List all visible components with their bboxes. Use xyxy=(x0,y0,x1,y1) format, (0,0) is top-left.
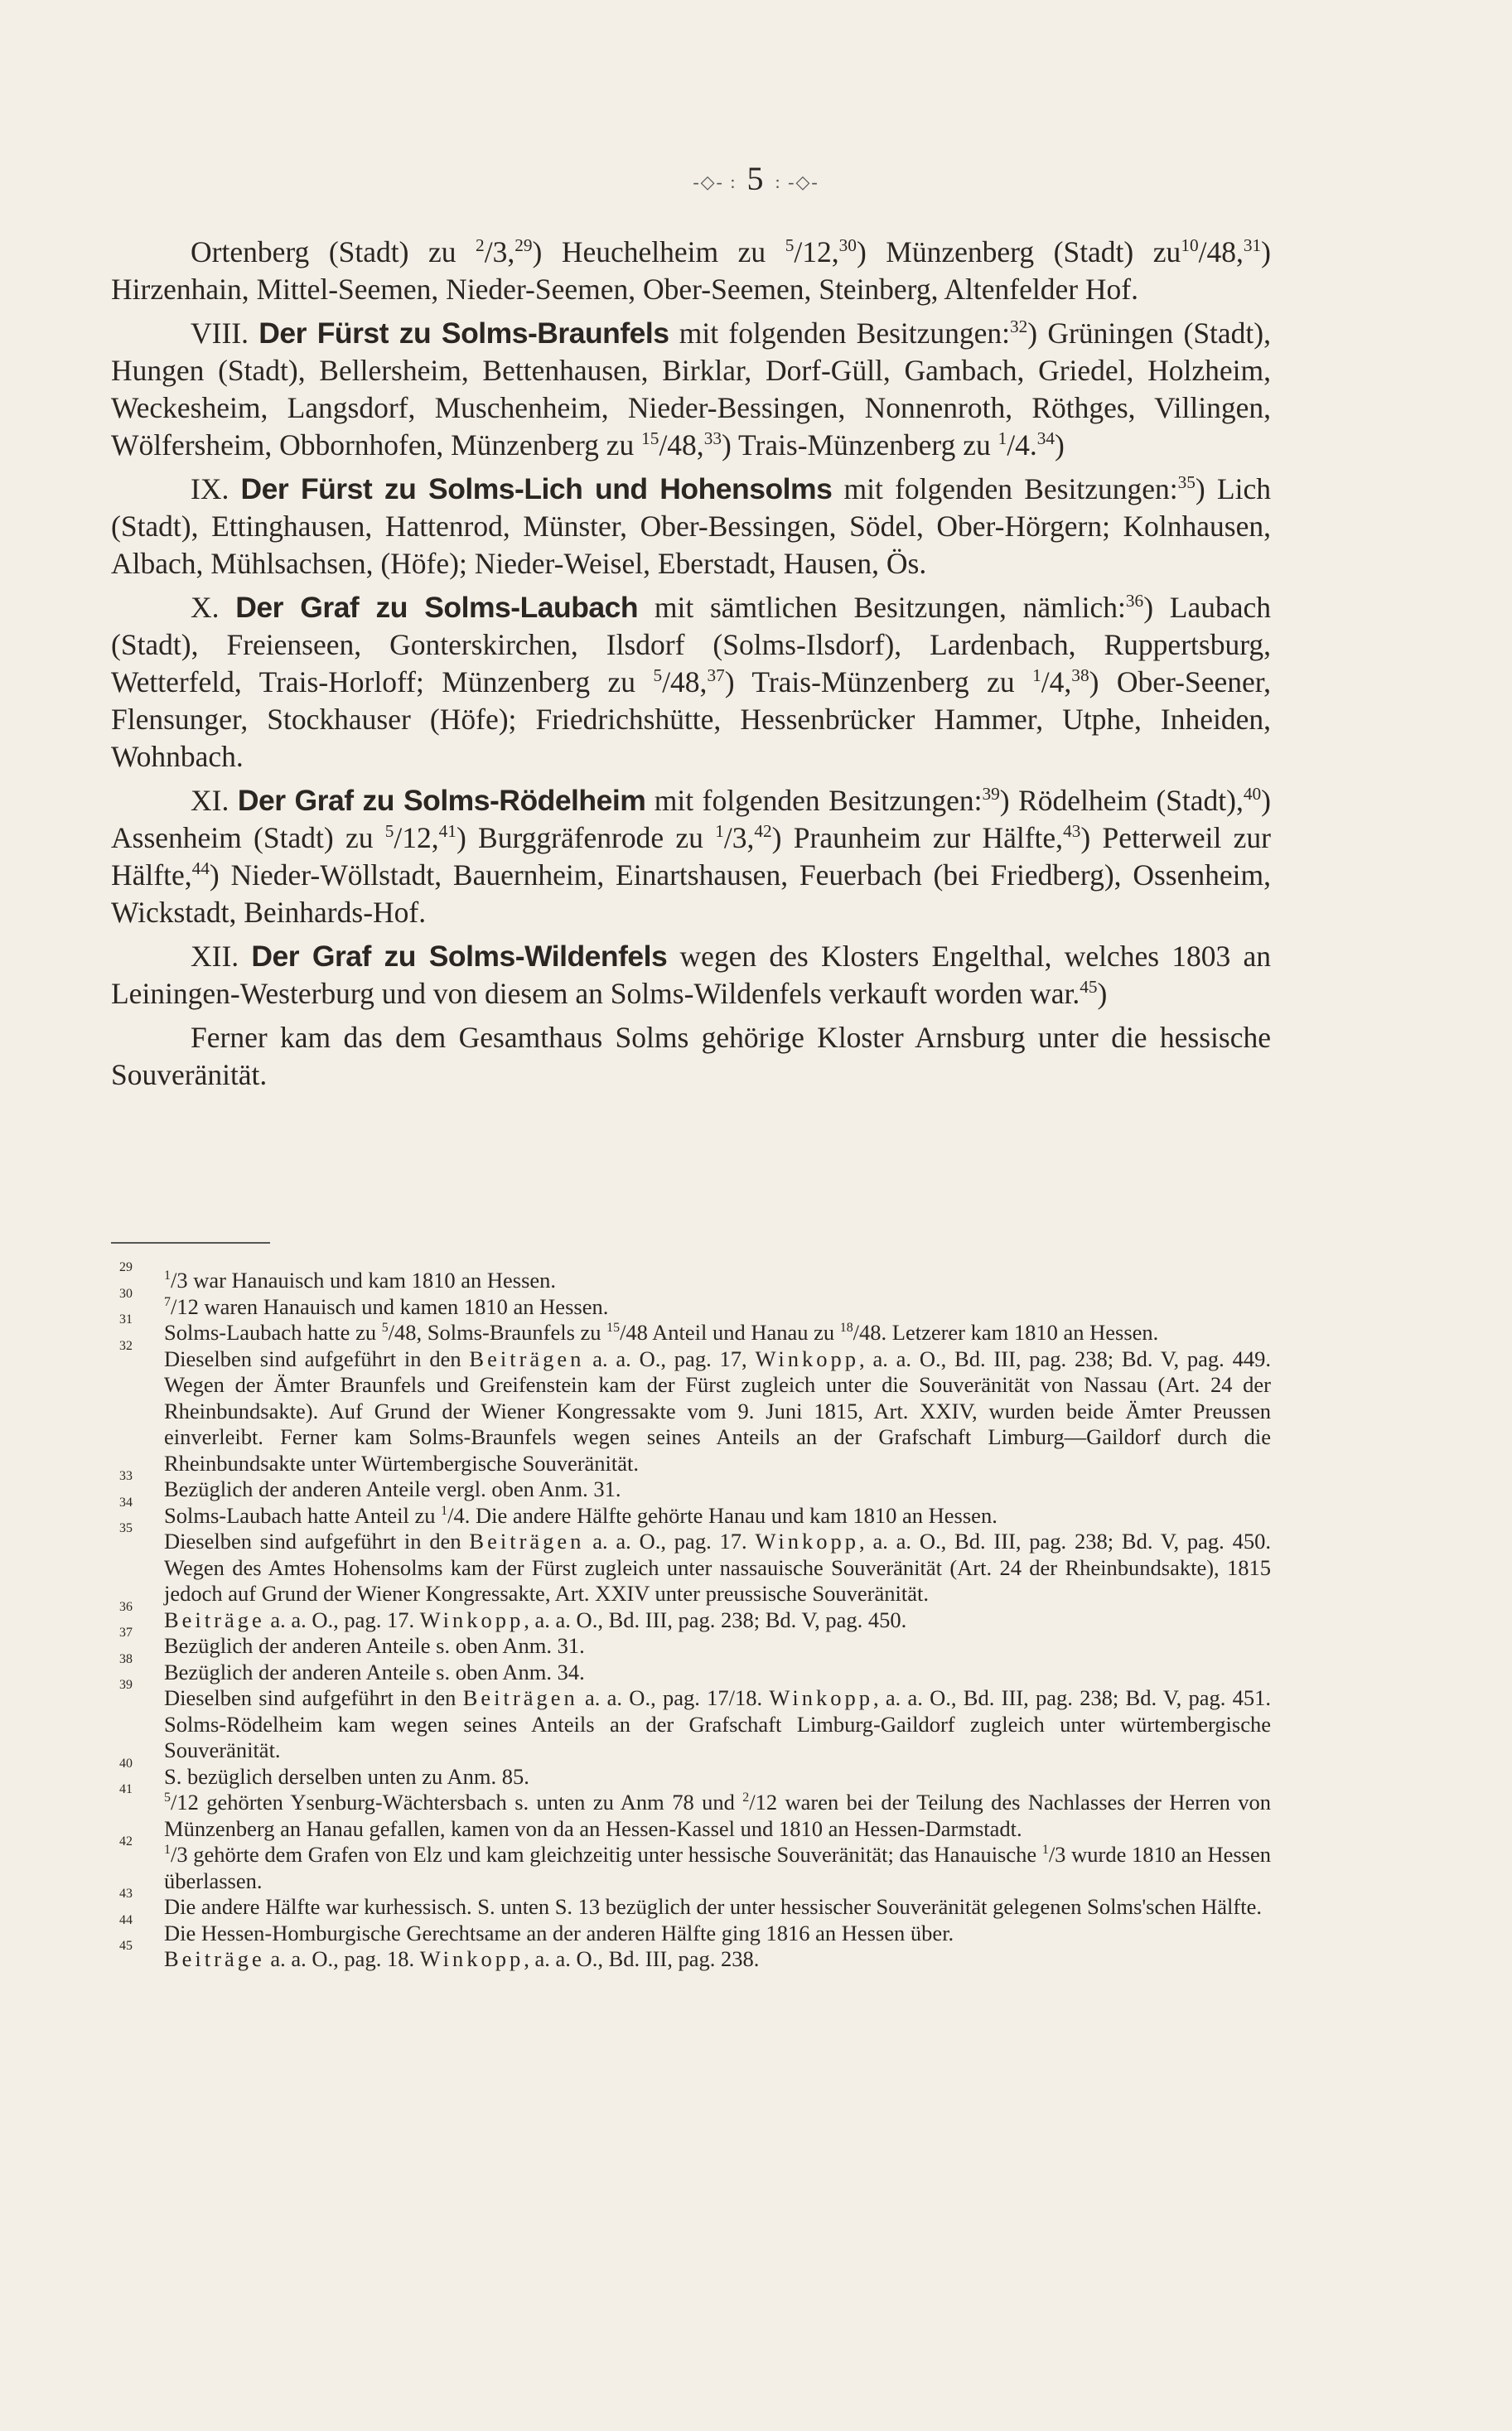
footnote-ref: 41 xyxy=(438,821,456,842)
footnote-39: 39 Dieselben sind aufgeführt in den Beiträgen a. a. O., pag. 17/18. Winkopp, a. a. O., Bd. III, pag. 238; Bd. V, pag. 451. Solms-Rödelheim kam wegen seines Anteils an der Grafschaft Limburg-Gaildorf zugleich unter würtembergische Souveränität. xyxy=(119,1678,1271,1762)
ornament-left: -◇- : xyxy=(693,171,737,192)
paragraph-arnsburg: Ferner kam das dem Gesamthaus Solms gehörige Kloster Arnsburg unter die hessische Souveränität. xyxy=(111,1021,1271,1091)
text: , a. a. O., Bd. III, pag. 238; Bd. V, pag. 450. Wegen des Amtes Hohensolms kam der Fürst zugleich unter nassauische Souveränität (Art. 24 der Rheinbundsakte), 1815 jedoch auf Grund der Wiener Kongressakte, Art. XXIV unter preussische Souveränität. xyxy=(164,1529,1271,1606)
text: /48, Solms-Braunfels zu xyxy=(388,1320,607,1345)
footnote-41: 41 $^5$/12 gehörten Ysenburg-Wächtersbach s. unten zu Anm 78 und $^2$/12 waren bei der Teilung des Nachlasses der Herren von Münzenberg an Hanau gefallen, kamen von da an Hessen-Kassel und 1810 an Hessen-Darmstadt. xyxy=(119,1782,1271,1841)
spaced-term: Winkopp xyxy=(755,1346,860,1371)
spaced-term: Winkopp xyxy=(755,1529,860,1554)
text: /4. Die andere Hälfte gehörte Hanau und kam 1810 an Hessen. xyxy=(447,1502,998,1528)
text: , a. a. O., Bd. III, pag. 238. xyxy=(524,1946,760,1971)
text: Solms-Laubach hatte Anteil zu xyxy=(164,1502,442,1528)
footnote-ref: 32 xyxy=(1010,317,1028,337)
section-number: IX. xyxy=(191,472,241,505)
text: Solms-Laubach hatte zu xyxy=(164,1320,382,1345)
text: , a. a. O., Bd. III, pag. 238; Bd. V, pag. 449. Wegen der Ämter Braunfels und Greifenstein kam der Fürst zugleich unter die Souveränität von Nassau (Art. 24 der Rheinbundsakte). Auf Grund der Wiener Kongressakte vom 9. Juni 1815, Art. XXIV, wurden beide Ämter Preussen einverleibt. Ferner kam Solms-Braunfels wegen seines Anteils an der Grafschaft Limburg—Gaildorf durch die Rheinbundsakte unter Würtembergische Souveränität. xyxy=(164,1346,1271,1476)
fraction-num: 1 xyxy=(715,821,724,842)
text: Dieselben sind aufgeführt in den xyxy=(164,1346,470,1371)
text: ) xyxy=(1055,428,1065,462)
section-number: XI. xyxy=(191,784,238,817)
text: a. a. O., pag. 17. xyxy=(264,1607,420,1632)
main-text xyxy=(111,234,1271,1094)
footnote-34: 34 Solms-Laubach hatte Anteil zu $^1$/4. Die andere Hälfte gehörte Hanau und kam 1810 an Hessen. xyxy=(119,1495,998,1528)
footnote-ref: 43 xyxy=(1063,821,1081,842)
section-heading: Der Graf zu Solms-Laubach xyxy=(235,591,639,624)
text: /3, xyxy=(723,821,755,854)
text: Dieselben sind aufgeführt in den xyxy=(164,1685,463,1710)
page-number: 5 xyxy=(746,160,766,197)
fraction-num: 1 xyxy=(164,1269,171,1283)
text: mit folgenden Besitzungen: xyxy=(645,784,983,817)
paragraph-ortenberg xyxy=(111,234,1271,308)
fraction-num: 18 xyxy=(839,1321,853,1336)
spaced-term: Beiträgen xyxy=(469,1529,585,1554)
fraction-num: 2 xyxy=(742,1791,750,1805)
text: mit folgenden Besitzungen: xyxy=(832,472,1178,505)
footnote-ref: 42 xyxy=(754,821,772,842)
text: /48 Anteil und Hanau zu xyxy=(620,1320,840,1345)
fraction-num: 5 xyxy=(164,1791,171,1805)
spaced-term: Beiträge xyxy=(164,1946,265,1971)
text: ) Burggräfenrode zu xyxy=(456,821,716,854)
footnote-42: 42 $^1$/3 gehörte dem Grafen von Elz und kam gleichzeitig unter hessische Souveränität; das Hanauische $^1$/3 wurde 1810 an Hessen überlassen. xyxy=(119,1834,1272,1893)
fraction-num: 15 xyxy=(641,428,659,449)
footnote-37: 37 Bezüglich der anderen Anteile s. oben Anm. 31. xyxy=(119,1626,585,1658)
text: ) Lich (Stadt), Ettinghausen, Hattenrod, Münster, Ober-Bessingen, Södel, Ober-Hörgern; Kolnhausen, Albach, Mühlsachsen, (Höfe); Nieder-Weisel, Eberstadt, Hausen, Ös. xyxy=(111,472,1271,580)
text: ) xyxy=(1097,977,1108,1010)
text: mit folgenden Besitzungen: xyxy=(669,317,1010,350)
section-number: VIII. xyxy=(191,317,259,350)
footnotes xyxy=(111,1260,1272,1973)
text: /48. Letzerer kam 1810 an Hessen. xyxy=(853,1320,1159,1345)
text: a. a. O., pag. 17/18. xyxy=(577,1685,770,1710)
text: ) Rödelheim (Stadt), xyxy=(999,784,1244,817)
text: /48, xyxy=(1198,235,1244,268)
fraction-num: 5 xyxy=(384,821,394,842)
fraction-num: 15 xyxy=(606,1321,621,1336)
fraction-num: 1 xyxy=(1032,665,1041,686)
footnote-31: 31 Solms-Laubach hatte zu $^5$/48, Solms-Braunfels zu $^{15}$/48 Anteil und Hanau zu $^{18}$/48. Letzerer kam 1810 an Hessen. xyxy=(119,1312,1159,1345)
footnote-45: 45 Beiträge a. a. O., pag. 18. Winkopp, a. a. O., Bd. III, pag. 238. xyxy=(119,1939,760,1971)
footnote-ref: 40 xyxy=(1243,784,1262,805)
fraction-num: 7 xyxy=(164,1294,171,1309)
fraction-num: 10 xyxy=(1181,235,1199,256)
fraction-num: 2 xyxy=(476,235,485,256)
footnote-32: 32 Dieselben sind aufgeführt in den Beiträgen a. a. O., pag. 17, Winkopp, a. a. O., Bd. III, pag. 238; Bd. V, pag. 449. Wegen der Ämter Braunfels und Greifenstein kam der Fürst zugleich unter die Souveränität von Nassau (Art. 24 der Rheinbundsakte). Auf Grund der Wiener Kongressakte vom 9. Juni 1815, Art. XXIV, wurden beide Ämter Preussen einverleibt. Ferner kam Solms-Braunfels wegen seines Anteils an der Grafschaft Limburg—Gaildorf durch die Rheinbundsakte unter Würtembergische Souveränität. xyxy=(119,1338,1271,1476)
text: /12 gehörten Ysenburg-Wächtersbach s. unten zu Anm 78 und xyxy=(170,1790,743,1815)
footnote-ref: 30 xyxy=(838,235,857,256)
fraction-num: 1 xyxy=(441,1503,448,1518)
text: /4, xyxy=(1041,665,1072,698)
section-heading: Der Graf zu Solms-Wildenfels xyxy=(251,940,668,973)
paragraph-viii xyxy=(111,315,1271,464)
text: Dieselben sind aufgeführt in den xyxy=(164,1529,470,1554)
footnote-ref: 38 xyxy=(1071,665,1089,686)
text: /3, xyxy=(484,235,515,268)
spaced-term: Beiträge xyxy=(164,1607,265,1632)
footnote-36: 36 Beiträge a. a. O., pag. 17. Winkopp, a. a. O., Bd. III, pag. 238; Bd. V, pag. 450. xyxy=(119,1599,907,1632)
section-heading: Der Fürst zu Solms-Lich und Hohensolms xyxy=(240,472,833,505)
text: /12 waren Hanauisch und kamen 1810 an Hessen. xyxy=(170,1293,609,1319)
footnote-44: 44 Die Hessen-Homburgische Gerechtsame an der anderen Hälfte ging 1816 an Hessen über. xyxy=(119,1912,954,1945)
text: Bezüglich der anderen Anteile vergl. oben Anm. 31. xyxy=(164,1476,621,1501)
text: ) Ober-Seener, Flensunger, Stockhauser (Höfe); Friedrichshütte, Hessenbrücker Hammer, Utphe, Inheiden, Wohnbach. xyxy=(111,665,1272,773)
footnote-ref: 37 xyxy=(707,665,725,686)
section-heading: Der Graf zu Solms-Rödelheim xyxy=(237,784,646,817)
ornament-right: : -◇- xyxy=(775,171,819,192)
section-heading: Der Fürst zu Solms-Braunfels xyxy=(258,317,669,350)
footnote-35: 35 Dieselben sind aufgeführt in den Beiträgen a. a. O., pag. 17. Winkopp, a. a. O., Bd. III, pag. 238; Bd. V, pag. 450. Wegen des Amtes Hohensolms kam der Fürst zugleich unter nassauische Souveränität (Art. 24 der Rheinbundsakte), 1815 jedoch auf Grund der Wiener Kongressakte, Art. XXIV unter preussische Souveränität. xyxy=(119,1521,1271,1606)
text: ) Nieder-Wöllstadt, Bauernheim, Einartshausen, Feuerbach (bei Friedberg), Ossenheim, Wickstadt, Beinhards-Hof. xyxy=(111,858,1271,929)
text: ) Hirzenhain, Mittel-Seemen, Nieder-Seemen, Ober-Seemen, Steinberg, Altenfelder Hof. xyxy=(111,235,1271,306)
text: mit sämtlichen Besitzungen, nämlich: xyxy=(638,591,1126,624)
footnote-29: 29 $^1$/3 war Hanauisch und kam 1810 an Hessen. xyxy=(119,1260,557,1293)
text: ) Trais-Münzenberg zu xyxy=(721,428,998,462)
text: ) Praunheim zur Hälfte, xyxy=(771,821,1064,854)
text: Die Hessen-Homburgische Gerechtsame an der anderen Hälfte ging 1816 an Hessen über. xyxy=(164,1920,954,1945)
text: ) Laubach (Stadt), Freienseen, Gonterskirchen, Ilsdorf (Solms-Ilsdorf), Lardenbach, Ruppertsburg, Wetterfeld, Trais-Horloff; Münzenberg zu xyxy=(111,591,1271,698)
text: ) Münzenberg (Stadt) zu xyxy=(856,235,1181,268)
page-header xyxy=(0,159,1512,198)
text: /3 war Hanauisch und kam 1810 an Hessen. xyxy=(170,1268,557,1293)
footnote-38: 38 Bezüglich der anderen Anteile s. oben Anm. 34. xyxy=(119,1651,585,1684)
footnote-ref: 39 xyxy=(982,784,1000,805)
footnote-ref: 29 xyxy=(514,235,533,256)
text: a. a. O., pag. 17, xyxy=(584,1346,756,1371)
text: /4. xyxy=(1007,428,1037,462)
footnote-ref: 33 xyxy=(703,428,722,449)
text: /48, xyxy=(662,665,708,698)
text: /12, xyxy=(794,235,839,268)
fraction-num: 5 xyxy=(653,665,663,686)
footnote-ref: 36 xyxy=(1125,591,1144,611)
text: /12, xyxy=(394,821,439,854)
text: /3 wurde 1810 an Hessen überlassen. xyxy=(164,1842,1272,1893)
paragraph-ix xyxy=(111,471,1271,582)
text: , a. a. O., Bd. III, pag. 238; Bd. V, pag. 451. Solms-Rödelheim kam wegen seines Anteils an der Grafschaft Limburg-Gaildorf zugleich unter würtembergische Souveränität. xyxy=(164,1685,1271,1762)
text: wegen des Klosters Engelthal, welches 1803 an Leiningen-Westerburg und von diesem an Solms-Wildenfels verkauft worden war. xyxy=(111,940,1271,1010)
paragraph-xii xyxy=(111,938,1271,1013)
footnote-divider xyxy=(111,1242,270,1244)
footnote-40: 40 S. bezüglich derselben unten zu Anm. 85. xyxy=(119,1756,529,1789)
fraction-num: 5 xyxy=(381,1321,389,1336)
footnote-ref: 45 xyxy=(1080,977,1098,998)
footnote-43: 43 Die andere Hälfte war kurhessisch. S. unten S. 13 bezüglich der unter hessischer Souveränität gelegenen Solms'schen Hälfte. xyxy=(119,1887,1262,1919)
text: /3 gehörte dem Grafen von Elz und kam gleichzeitig unter hessische Souveränität; das Hanauische xyxy=(170,1842,1042,1867)
text: Bezüglich der anderen Anteile s. oben Anm. 31. xyxy=(164,1633,585,1658)
section-number: XII. xyxy=(191,940,252,973)
text: ) Petterweil zur Hälfte, xyxy=(111,821,1271,892)
text: ) Trais-Münzenberg zu xyxy=(724,665,1033,698)
paragraph-xi xyxy=(111,782,1271,931)
spaced-term: Winkopp xyxy=(419,1607,524,1632)
text: S. bezüglich derselben unten zu Anm. 85. xyxy=(164,1763,529,1789)
text: /48, xyxy=(659,428,704,462)
fraction-num: 1 xyxy=(1041,1843,1049,1858)
text: a. a. O., pag. 17. xyxy=(584,1529,756,1554)
footnote-ref: 31 xyxy=(1243,235,1262,256)
text: Ortenberg (Stadt) zu xyxy=(191,235,476,268)
text: ) Heuchelheim zu xyxy=(532,235,785,268)
spaced-term: Winkopp xyxy=(419,1946,524,1971)
text: /12 waren bei der Teilung des Nachlasses der Herren von Münzenberg an Hanau gefallen, kamen von da an Hessen-Kassel und 1810 an Hessen-Darmstadt. xyxy=(164,1790,1271,1841)
fraction-num: 5 xyxy=(785,235,795,256)
text: Die andere Hälfte war kurhessisch. S. unten S. 13 bezüglich der unter hessischer Souveränität gelegenen Solms'schen Hälfte. xyxy=(164,1894,1262,1919)
footnote-ref: 35 xyxy=(1177,472,1196,493)
footnote-30: 30 $^7$/12 waren Hanauisch und kamen 1810 an Hessen. xyxy=(119,1286,609,1319)
text: ) Grüningen (Stadt), Hungen (Stadt), Bellersheim, Bettenhausen, Birklar, Dorf-Güll, Gambach, Griedel, Holzheim, Weckesheim, Langsdorf, Muschenheim, Nieder-Bessingen, Nonnenroth, Röthges, Villingen, Wölfersheim, Obbornhofen, Münzenberg zu xyxy=(111,317,1271,462)
footnote-ref: 34 xyxy=(1036,428,1056,449)
fraction-num: 1 xyxy=(164,1843,171,1858)
footnote-ref: 44 xyxy=(191,858,210,879)
text: a. a. O., pag. 18. xyxy=(264,1946,420,1971)
text: Bezüglich der anderen Anteile s. oben Anm. 34. xyxy=(164,1659,585,1684)
text: , a. a. O., Bd. III, pag. 238; Bd. V, pag. 450. xyxy=(524,1607,907,1632)
spaced-term: Beiträgen xyxy=(462,1685,578,1710)
text: ) Assenheim (Stadt) zu xyxy=(111,784,1271,854)
fraction-num: 1 xyxy=(998,428,1007,449)
spaced-term: Beiträgen xyxy=(469,1346,585,1371)
spaced-term: Winkopp xyxy=(769,1685,873,1710)
paragraph-x xyxy=(111,589,1271,776)
footnote-33: 33 Bezüglich der anderen Anteile vergl. oben Anm. 31. xyxy=(119,1469,621,1501)
section-number: X. xyxy=(191,591,236,624)
